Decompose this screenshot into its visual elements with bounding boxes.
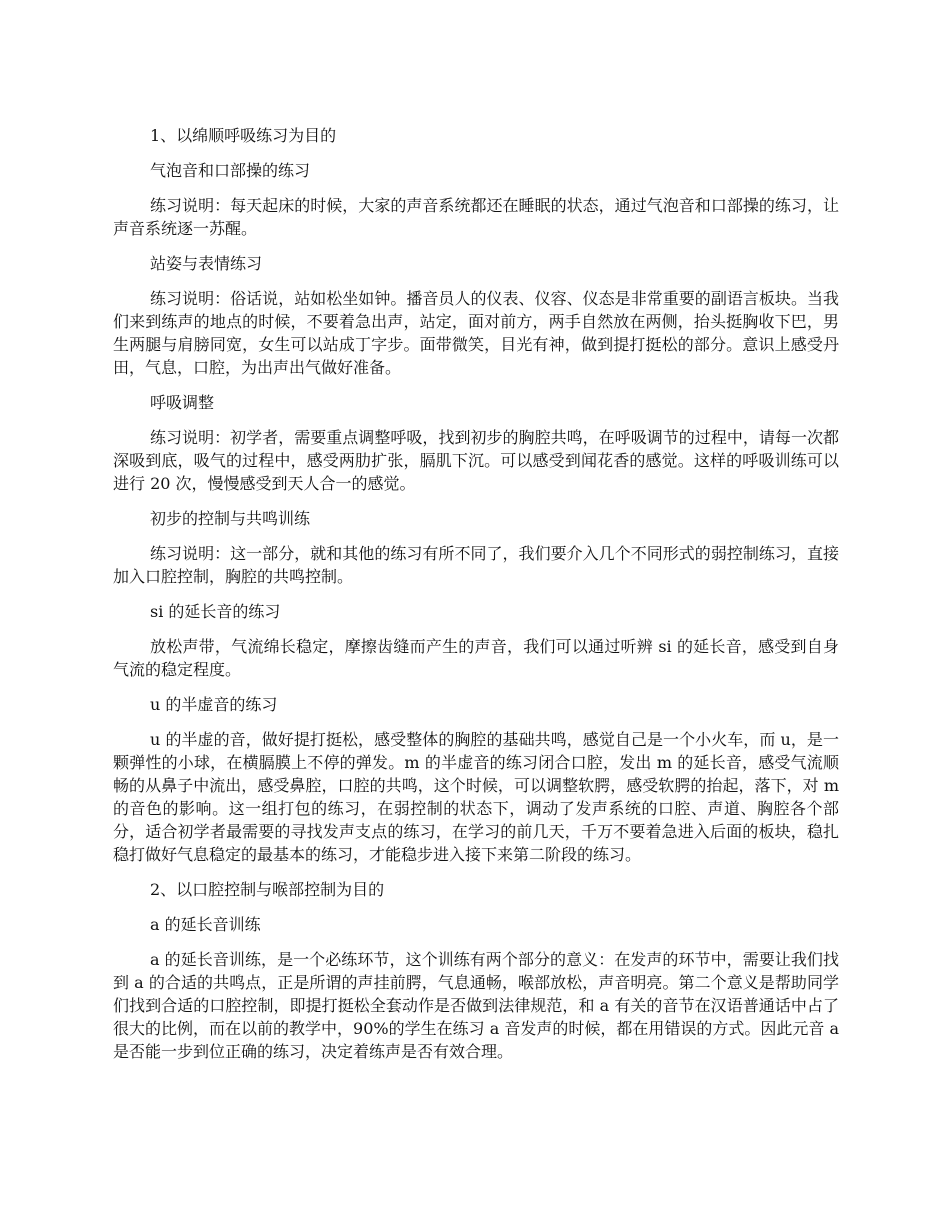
body-paragraph: 练习说明：每天起床的时候，大家的声音系统都还在睡眠的状态，通过气泡音和口部操的练习，让声音系统逐一苏醒。 [113,196,839,238]
subsection-heading: 气泡音和口部操的练习 [150,161,311,180]
body-paragraph: 放松声带，气流绵长稳定，摩擦齿缝而产生的声音，我们可以通过听辨 si 的延长音，感受到自身气流的稳定程度。 [113,637,839,679]
section-heading: 1、以绵顺呼吸练习为目的 [150,126,337,145]
body-paragraph: u 的半虚的音，做好提打挺松，感受整体的胸腔的基础共鸣，感觉自己是一个小火车，而 u，是一颗弹性的小球，在横膈膜上不停的弹发。m 的半虚音的练习闭合口腔，发出 m 的延长音，感受气流顺畅的从鼻子中流出，感受鼻腔，口腔的共鸣，这个时候，可以调整软腭，感受软腭的抬起，落下，对 m 的音色的影响。这一组打包的练习，在弱控制的状态下，调动了发声系统的口腔、声道、胸腔各个部分，适合初学者最需要的寻找发声支点的练习，在学习的前几天，千万不要着急进入后面的板块，稳扎稳打做好气息稳定的最基本的练习，才能稳步进入接下来第二阶段的练习。 [113,730,839,864]
subsection-heading: 初步的控制与共鸣训练 [150,509,311,528]
subsection-heading: a 的延长音训练 [150,915,261,934]
section-heading: 2、以口腔控制与喉部控制为目的 [150,880,385,899]
subsection-heading: 呼吸调整 [150,393,215,412]
body-paragraph: 练习说明：俗话说，站如松坐如钟。播音员人的仪表、仪容、仪态是非常重要的副语言板块。当我们来到练声的地点的时候，不要着急出声，站定，面对前方，两手自然放在两侧，抬头挺胸收下巴，男生两腿与肩膀同宽，女生可以站成丁字步。面带微笑，目光有神，做到提打挺松的部分。意识上感受丹田，气息，口腔，为出声出气做好准备。 [113,289,839,377]
body-paragraph: a 的延长音训练，是一个必练环节，这个训练有两个部分的意义：在发声的环节中，需要让我们找到 a 的合适的共鸣点，正是所谓的声挂前腭，气息通畅，喉部放松，声音明亮。第二个意义是帮助同学们找到合适的口腔控制，即提打挺松全套动作是否做到法律规范，和 a 有关的音节在汉语普通话中占了很大的比例，而在以前的教学中，90%的学生在练习 a 音发声的时候，都在用错误的方式。因此元音 a 是否能一步到位正确的练习，决定着练声是否有效合理。 [113,950,839,1061]
subsection-heading: si 的延长音的练习 [150,602,281,621]
body-paragraph: 练习说明：初学者，需要重点调整呼吸，找到初步的胸腔共鸣，在呼吸调节的过程中，请每一次都深吸到底，吸气的过程中，感受两肋扩张，膈肌下沉。可以感受到闻花香的感觉。这样的呼吸训练可以进行 20 次，慢慢感受到天人合一的感觉。 [113,428,839,493]
body-paragraph: 练习说明：这一部分，就和其他的练习有所不同了，我们要介入几个不同形式的弱控制练习，直接加入口腔控制，胸腔的共鸣控制。 [113,544,839,586]
subsection-heading: 站姿与表情练习 [150,254,263,273]
subsection-heading: u 的半虚音的练习 [150,695,278,714]
document-page [113,124,839,1075]
